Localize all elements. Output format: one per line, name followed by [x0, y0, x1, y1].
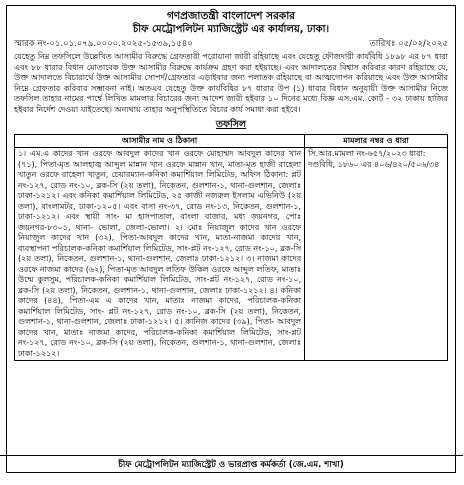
- notice-page: [6, 5, 456, 473]
- case-number-and-section: সি.আর.মামলা নং-৬৫৭/২০২৩ ধারা: দণ্ডবিধি, ১৮৬০ এর ৪০৬/৪২০/৫০৬/৩৪: [305, 148, 448, 361]
- case-column-header: মামলার নম্বর ও ধারা: [305, 134, 448, 148]
- table-header-row: [15, 134, 448, 148]
- schedule-heading: তফসিল: [215, 118, 247, 130]
- accused-column-header: আসামীর নাম ও ঠিকানা: [15, 134, 305, 148]
- accused-details: ১। এম.এ কাদের খান ওরফে আবদুল কাদের খান ওরফে মোহাম্মদ আবদুল কাদের খান (৭১), পিতা-মৃত আলহাজ্ব আব্দুল মান্নান খান ওরফে মান্নান খান, মাতা-মৃত হাজী রাহেলা খাতুন ওরফে রাহেলা খাতুন, চেয়ারম্যান-কনিকা কমার্শিয়াল লিমিটেড, অফিস ঠিকানা: প্লট নং-১২৭, রোড নং-১০, ব্লক-সি (২য় তলা), নিকেতন, গুলশান-১, থানা-গুলশান, জেলাঃ ঢাকা-১২১২। এবং কনিকা কমার্শিয়াল লিমিটেড, ২৫ কাজী নজরুল ইসলাম এভিনিউ (২য় তলা), বাংলামটর, ঢাকা-১২০৫। এবং বাসা নং-৩৭, রোড নং-১৩, নিকেতন, গুলশান-১, ঢাকা-১২১২। এবং স্থায়ী সাং- মা হাসপাতাল, বাংলা বাজার, মধ্য জয়নগর, পোঃ জয়নগর-৮৩০১, থানা- ভোলা, জেলা-ভোলা। ২। মোঃ নিয়াজুল কাদের খান ওরফে নিয়াজুল কাদের খান (৩২), পিতা-আবদুল কাদের খান, মাতা-নাজমা কাদের খান, ব্যবস্থাপনা পরিচালক-কনিকা কমার্শিয়াল লিমিটেড, সাং-প্লট নং-১২৭, রোড নং-১০, ব্লক-সি (২য় তলা), নিকেতন, গুলশান-১, থানা-গুলশান, জেলাঃ ঢাকা-১২১২। ৩। নাজমা কাদের ওরফে নাজমা কাদের (৬২), পিতা-মৃত আবদুল লতিফ উকিল ওরফে আব্দুল লতিফ, মাতাঃ উম্মে কুলসুম, পরিচালক-কনিকা কমার্শিয়াল লিমিটেড, সাং-প্লট নং-১২৭, রোড নং-১০, ব্লক-সি (২য় তলা), নিকেতন, গুলশান-১, থানা-গুলশান, জেলাঃ ঢাকা-১২১২। ৪। কনিকা কাদের (৪৪), পিতা-এম এ কাদের খান, মাতাঃ নাজমা কাদের, পরিচালক-কনিকা কমার্শিয়াল লিমিটেড, সাং- প্লট নং-১২৭, রোড নং-১০, ব্লক-সি (২য় তলা), নিকেতন, গুলশান-১, থানা-গুলশান, জেলাঃ ঢাকা-১২১২। ৫। কানিজ কাদের (৩৯), পিতা- আবদুল কাদের খান, মাতাঃ নাজমা কাদের, পরিচালক-কনিকা কমার্শিয়াল লিমিটেড, সাং-প্লট নং-১২৭, রোড নং-১০, ব্লক-সি (২য় তলা), নিকেতন, গুলশান-১, থানা-গুলশান, জেলাঃ ঢাকা-১২১২।: [15, 148, 305, 361]
- signature-footer: চীফ মেট্রোপলিটন ম্যাজিস্ট্রেট ও ভারপ্রাপ্ত কর্মকর্তা (জে.এম. শাখা): [0, 455, 463, 471]
- government-title: গণপ্রজাতন্ত্রী বাংলাদেশ সরকার: [166, 10, 296, 22]
- memo-date: তারিখঃ ০৫/০২/২০২৫: [369, 39, 448, 49]
- table-row: [15, 148, 448, 361]
- office-title: চীফ মেট্রোপলিটন ম্যাজিস্ট্রেট এর কার্যালয়, ঢাকা।: [132, 24, 330, 35]
- memo-line: [14, 38, 448, 50]
- schedule-table: [14, 134, 448, 362]
- notice-paragraph: যেহেতু নিম্ন তফসিলে উল্লেখিত আসামীর বিরুদ্ধে গ্রেফতারী পরোয়ানা জারী রহিয়াছে এবং যেহেতু ফৌজদারী কার্যবিধি ১৮৯৮ এর ৮৭ ধারা এবং ৮৮ ধারার বিধান মোতাবেক উক্ত আসামীর বিরুদ্ধে কার্যক্রম গ্রহণ করা হইয়াছে। এবং আদালতের বিশ্বাস করিবার কারণ রহিয়াছে যে, উক্ত আদালতে বিচারার্থে উক্ত আসামীর সোপর্দ/গ্রেফতার এড়াইবার জন্য পলাতক রহিয়াছে বা আত্মগোপন করিয়াছে এবং উক্ত আসামীর নিম্নে গ্রেফতার করিবার সম্ভাবনা নাই। অতএব যেহেতু উক্ত কার্যবিধির ৮৭ ধারার উপ (১) ধারার বিধান অনুযায়ী উক্ত আসামীর নিজে তফসিল তাহার নামের পার্শ্বে লিখিত মামলার বিচারের জন্য আদেশ জারী হইবার ১০ দিনের মধ্যে বিজ্ঞ এস.এম. কোর্ট - ৩২ ঢাকায় হাজির হইবার নির্দেশ দেওয়া যাইতেছে। অন্যথায় তাহার অনুপস্থিতিতে বিচার কার্য সমাধা করা হইবে।: [14, 52, 448, 114]
- memo-reference: স্মারক নং-০১.০১.০৭৯.০০০০.২০২৫-১৫৩৯,১৫৪০: [14, 39, 193, 49]
